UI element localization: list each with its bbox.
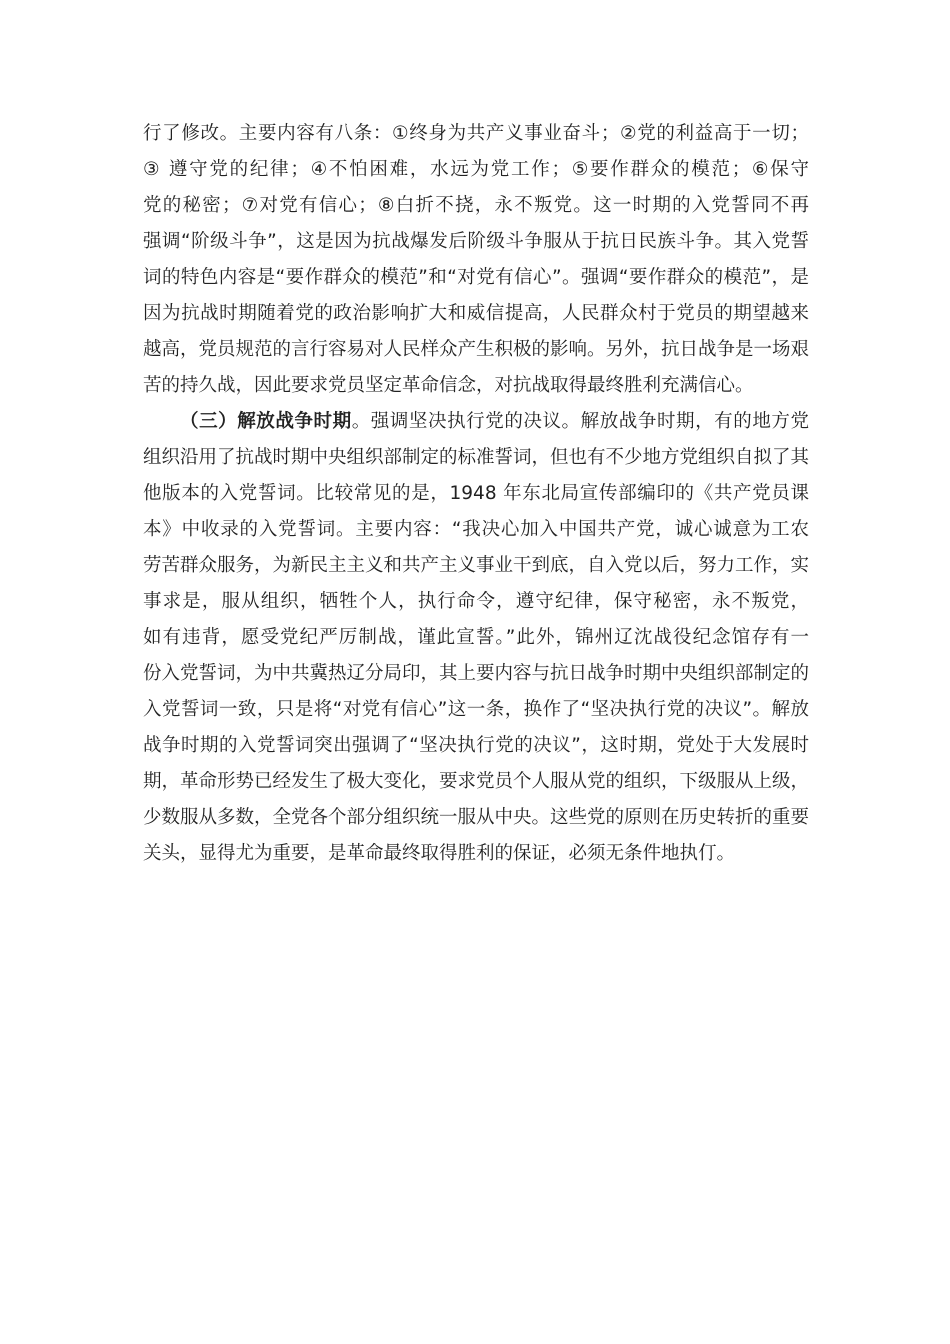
text-line (143, 404, 809, 440)
text-line: 劳苦群众服务，为新民主主义和共产主义事业干到底，自入党以后，努力工作，实 (143, 555, 809, 576)
text-line: 份入党誓词，为中共冀热辽分局印，其上要内容与抗日战争时期中央组织部制定的 (143, 663, 809, 684)
text-line: ③ 遵守党的纪律；④不怕困难，水远为党工作；⑤要作群众的模范；⑥保守 (143, 159, 809, 180)
text-line: 他版本的入党誓词。比较常见的是，1948 年东北局宣传部编印的《共产党员课 (143, 483, 809, 504)
text-line: 行了修改。主要内容有八条：①终身为共产义事业奋斗；②党的利益高于一切； (143, 123, 809, 144)
text-line: 苦的持久战，因此要求党员坚定革命信念，对抗战取得最终胜利充满信心。 (143, 375, 754, 396)
heading-line-rest: 。强调坚决执行党的决议。解放战争时期，有的地方党 (351, 411, 809, 432)
text-line: 本》中收录的入党誓词。主要内容：“我决心加入中国共产党，诚心诚意为工农 (143, 519, 809, 540)
paragraph-anti-japanese-war (143, 116, 809, 404)
paragraph-liberation-war (143, 404, 809, 872)
section-heading: （三）解放战争时期 (180, 411, 352, 432)
text-line: 组织沿用了抗战时期中央组织部制定的标准誓词，但也有不少地方党组织自拟了其 (143, 447, 809, 468)
text-line: 事求是，服从组织，牺牲个人，执行命令，遵守纪律，保守秘密，永不叛党， (143, 591, 809, 612)
text-line: 因为抗战时期随着党的政治影响扩大和威信提高，人民群众村于党员的期望越来 (143, 303, 809, 324)
text-line: 战争时期的入党誓词突出强调了“坚决执行党的决议”，这时期，党处于大发展时 (143, 735, 809, 756)
text-line: 少数服从多数，全党各个部分组织统一服从中央。这些党的原则在历史转折的重要 (143, 807, 809, 828)
text-line: 词的特色内容是“要作群众的模范”和“对党有信心”。强调“要作群众的模范”，是 (143, 267, 809, 288)
text-line: 越高，党员规范的言行容易对人民样众产生积极的影响。另外，抗日战争是一场艰 (143, 339, 809, 360)
text-line: 党的秘密；⑦对党有信心；⑧白折不挠，永不叛党。这一时期的入党誓同不再 (143, 195, 809, 216)
text-line: 入党誓词一致，只是将“对党有信心”这一条，换作了“坚决执行党的决议”。解放 (143, 699, 809, 720)
text-line: 强调“阶级斗争”，这是因为抗战爆发后阶级斗争服从于抗日民族斗争。其入党誓 (143, 231, 809, 252)
text-line: 如有违背，愿受党纪严厉制战，谨此宣誓。”此外，锦州辽沈战役纪念馆存有一 (143, 627, 809, 648)
text-line: 期，革命形势已经发生了极大变化，要求党员个人服从党的组织，下级服从上级， (143, 771, 809, 792)
text-line: 关头，显得尤为重要，是革命最终取得胜利的保证，必须无条件地执仃。 (143, 843, 736, 864)
document-body (143, 116, 809, 872)
